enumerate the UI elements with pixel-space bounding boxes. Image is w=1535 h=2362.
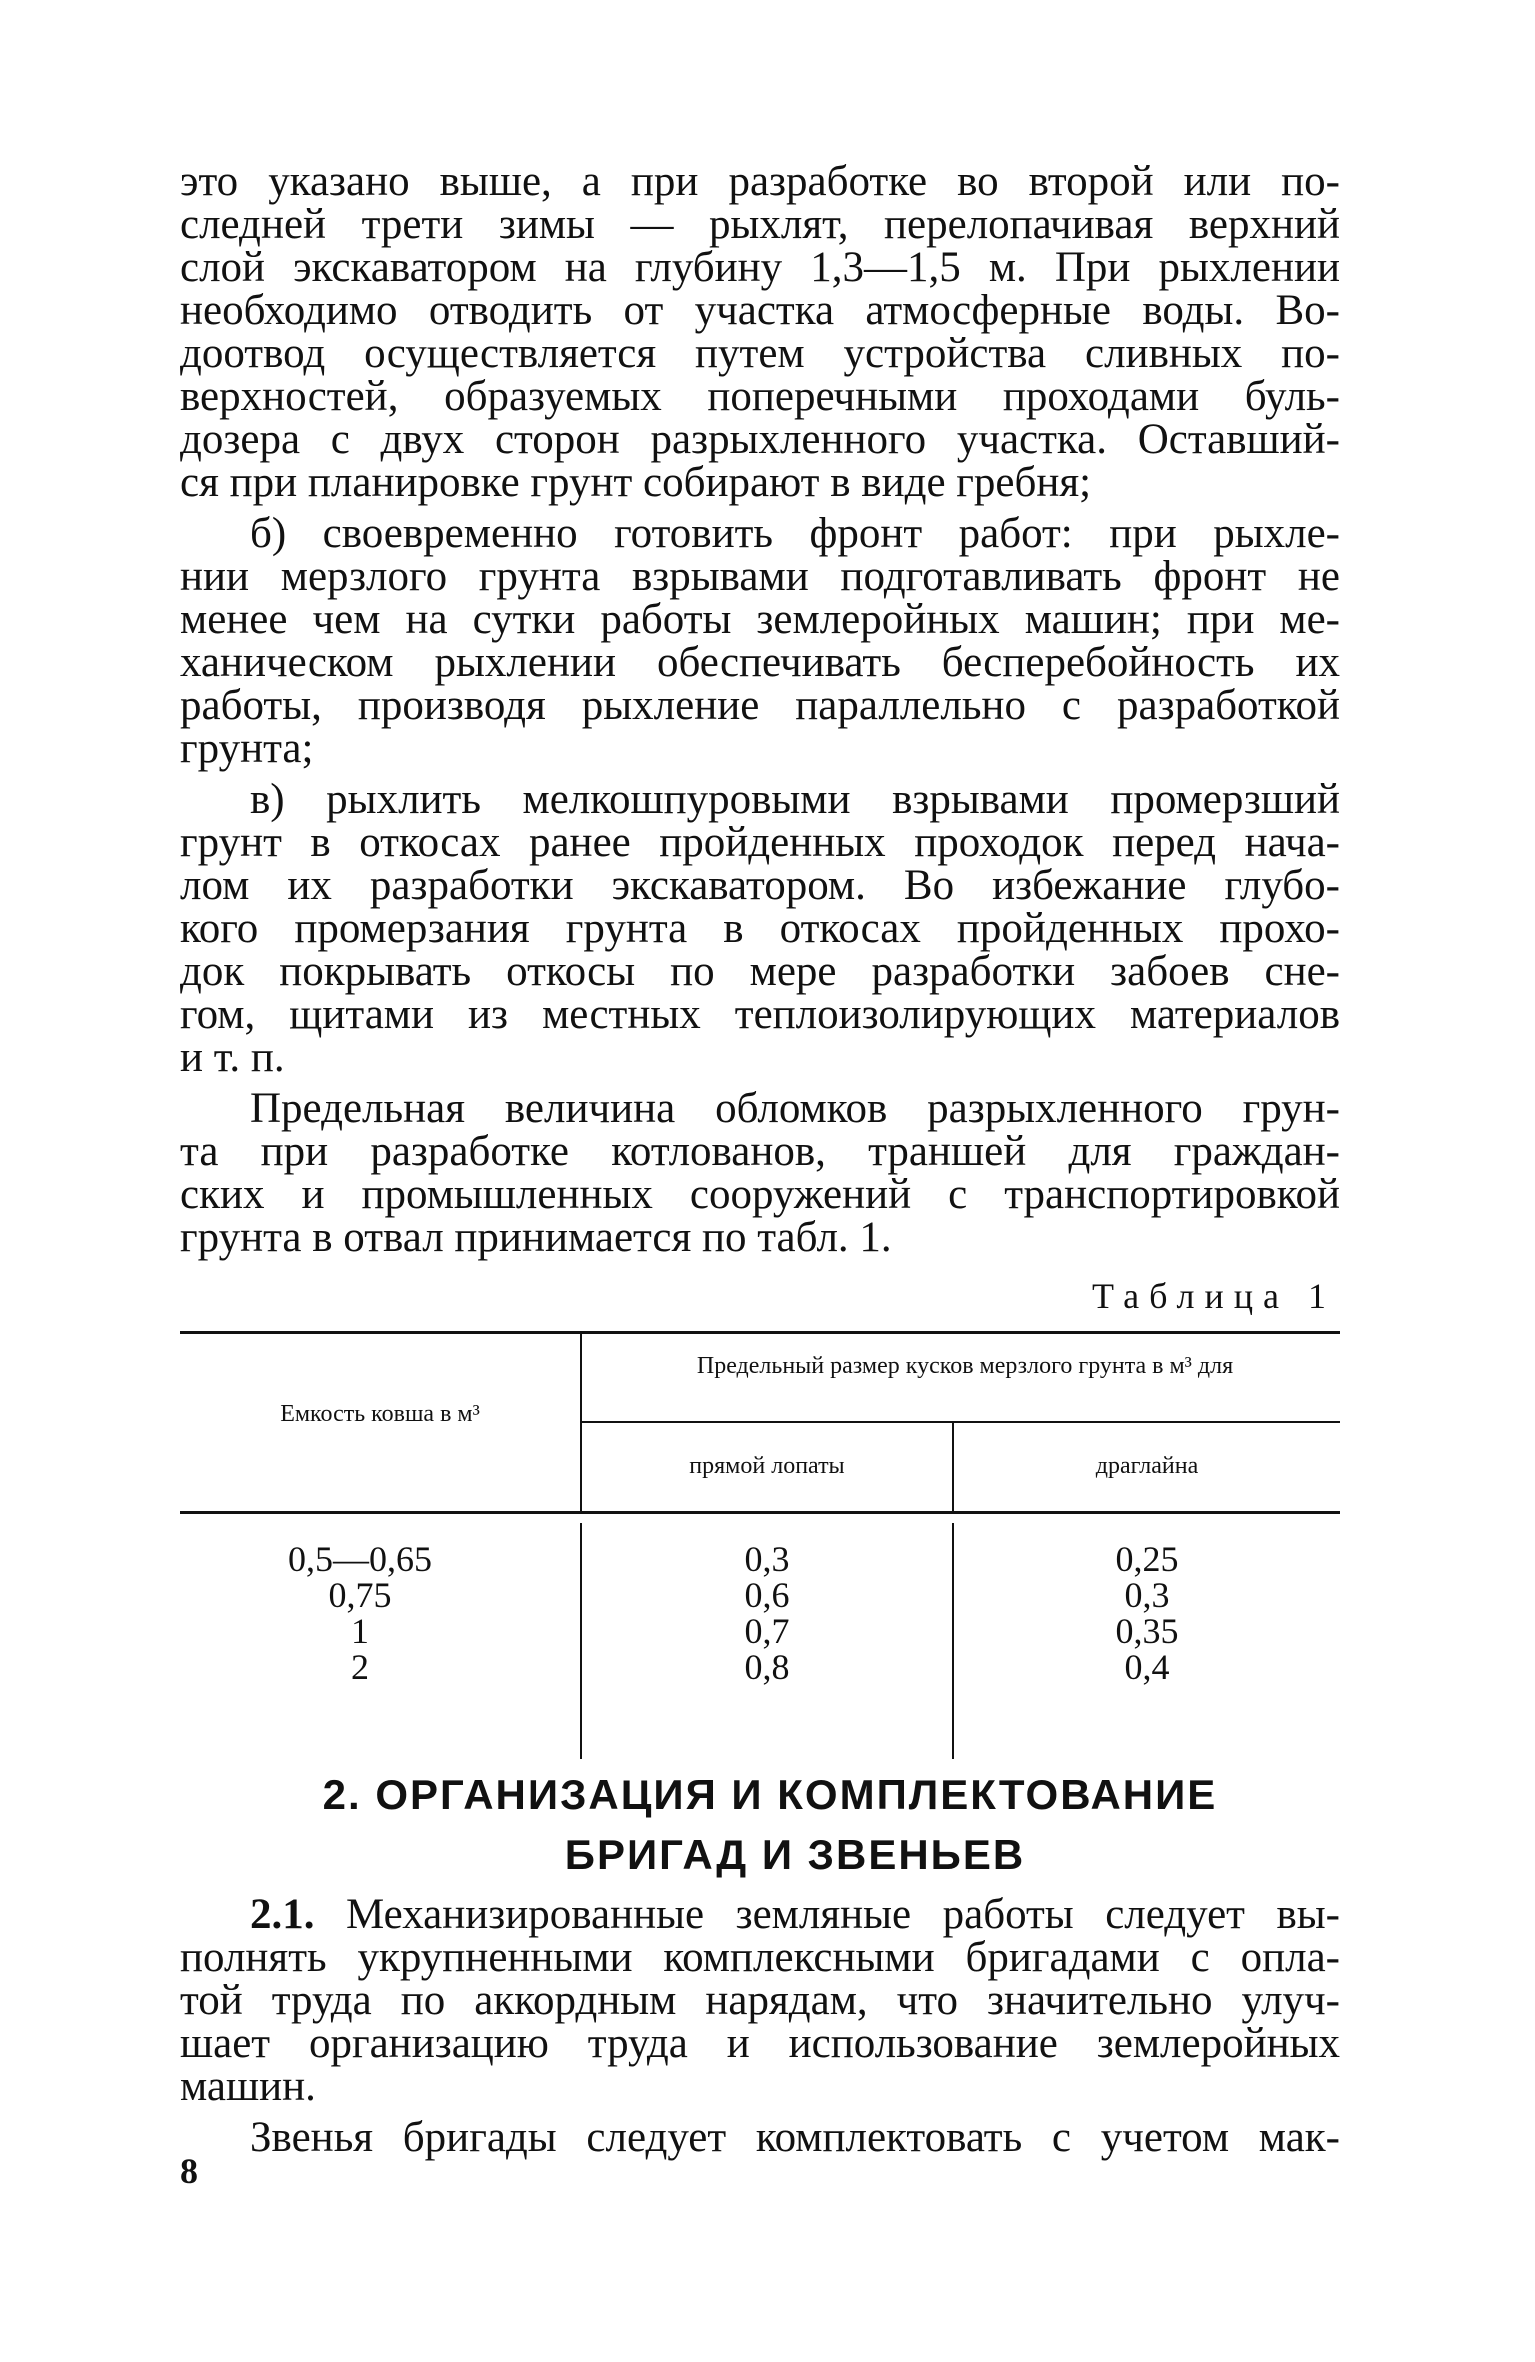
table-header-capacity: Емкость ковша в м³	[280, 1401, 480, 1427]
text-line: лом их разработки экскаватором. Во избежание глубо-	[180, 862, 1340, 909]
table-header-bottom-rule	[180, 1511, 1340, 1514]
paragraph-1	[180, 160, 1340, 504]
text-line: гом, щитами из местных теплоизолирующих материалов	[180, 991, 1340, 1038]
paragraph-6	[180, 2116, 1340, 2159]
table-cell: 0,25	[1115, 1539, 1179, 1579]
text-line: в) рыхлить мелкошпуровыми взрывами промерзший	[250, 776, 1340, 823]
table-cell: 0,35	[1115, 1611, 1179, 1651]
text-line: доотвод осуществляется путем устройства сливных по-	[180, 330, 1340, 377]
text-line: дозера с двух сторон разрыхленного участка. Оставший-	[180, 416, 1340, 463]
table-column-capacity	[200, 1541, 520, 1685]
table-cell: 2	[351, 1647, 369, 1687]
text-line: работы, производя рыхление параллельно с разработкой	[180, 682, 1340, 729]
text-line: слой экскаватором на глубину 1,3—1,5 м. При рыхлении	[180, 244, 1340, 291]
text-line: необходимо отводить от участка атмосферные воды. Во-	[180, 287, 1340, 334]
text-line: машин.	[180, 2063, 316, 2110]
text-line: следней трети зимы — рыхлят, перелопачивая верхний	[180, 201, 1340, 248]
section-heading	[180, 1765, 1340, 1885]
table-cell: 0,3	[1124, 1575, 1170, 1615]
text-line: грунта в отвал принимается по табл. 1.	[180, 1214, 892, 1261]
table-cell: 0,6	[744, 1575, 790, 1615]
table-column-shovel	[582, 1541, 952, 1685]
text-line: Звенья бригады следует комплектовать с учетом мак-	[250, 2114, 1340, 2161]
text-line: менее чем на сутки работы землеройных машин; при ме-	[180, 596, 1340, 643]
text-line: нии мерзлого грунта взрывами подготавливать фронт не	[180, 553, 1340, 600]
table-cell: 0,4	[1124, 1647, 1170, 1687]
section-heading-line: 2. ОРГАНИЗАЦИЯ И КОМПЛЕКТОВАНИЕ	[322, 1771, 1218, 1818]
text-line: ских и промышленных сооружений с транспортировкой	[180, 1171, 1340, 1218]
text-line: той труда по аккордным нарядам, что значительно улуч-	[180, 1977, 1340, 2024]
text-run: Механизированные земляные работы следует вы-	[314, 1891, 1340, 1938]
page-number: 8	[180, 2151, 198, 2191]
text-line: ся при планировке грунт собирают в виде гребня;	[180, 459, 1092, 506]
text-line: и т. п.	[180, 1034, 285, 1081]
text-line: грунт в откосах ранее пройденных проходок перед нача-	[180, 819, 1340, 866]
table-header-divider	[580, 1331, 582, 1421]
clause-number: 2.1.	[250, 1891, 315, 1938]
table-header-dragline: драглайна	[1095, 1453, 1199, 1479]
table-header-max-size: Предельный размер кусков мерзлого грунта в м³ для	[696, 1353, 1234, 1379]
table-column-dragline	[954, 1541, 1340, 1685]
text-line: шает организацию труда и использование землеройных	[180, 2020, 1340, 2067]
paragraph-5	[180, 1893, 1340, 2108]
table-cell: 0,3	[744, 1539, 790, 1579]
text-line	[180, 1893, 1340, 1936]
text-line: кого промерзания грунта в откосах пройденных прохо-	[180, 905, 1340, 952]
text-line: Предельная величина обломков разрыхленного грун-	[250, 1085, 1340, 1132]
text-line: б) своевременно готовить фронт работ: при рыхле-	[250, 510, 1340, 557]
table-cell: 0,5—0,65	[288, 1539, 432, 1579]
paragraph-3	[180, 778, 1340, 1079]
table-cell: 0,7	[744, 1611, 790, 1651]
table-top-rule	[180, 1331, 1340, 1334]
table-cell: 1	[351, 1611, 369, 1651]
text-line: полнять укрупненными комплексными бригадами с опла-	[180, 1934, 1340, 1981]
table-cell: 0,75	[328, 1575, 392, 1615]
table-subheader-rule	[580, 1421, 1340, 1423]
text-line: та при разработке котлованов, траншей для граждан-	[180, 1128, 1340, 1175]
page-content	[180, 160, 1340, 2159]
text-line: грунта;	[180, 725, 314, 772]
text-line: док покрывать откосы по мере разработки забоев сне-	[180, 948, 1340, 995]
section-heading-line: БРИГАД И ЗВЕНЬЕВ	[564, 1831, 1026, 1878]
table-header-shovel: прямой лопаты	[689, 1453, 845, 1479]
paragraph-2	[180, 512, 1340, 770]
text-line: это указано выше, а при разработке во второй или по-	[180, 158, 1340, 205]
text-line: ханическом рыхлении обеспечивать бесперебойность их	[180, 639, 1340, 686]
paragraph-4	[180, 1087, 1340, 1259]
table-cell: 0,8	[744, 1647, 790, 1687]
text-line: верхностей, образуемых поперечными проходами буль-	[180, 373, 1340, 420]
table-caption: Таблица 1	[1092, 1276, 1336, 1316]
table-1	[180, 1331, 1340, 1761]
